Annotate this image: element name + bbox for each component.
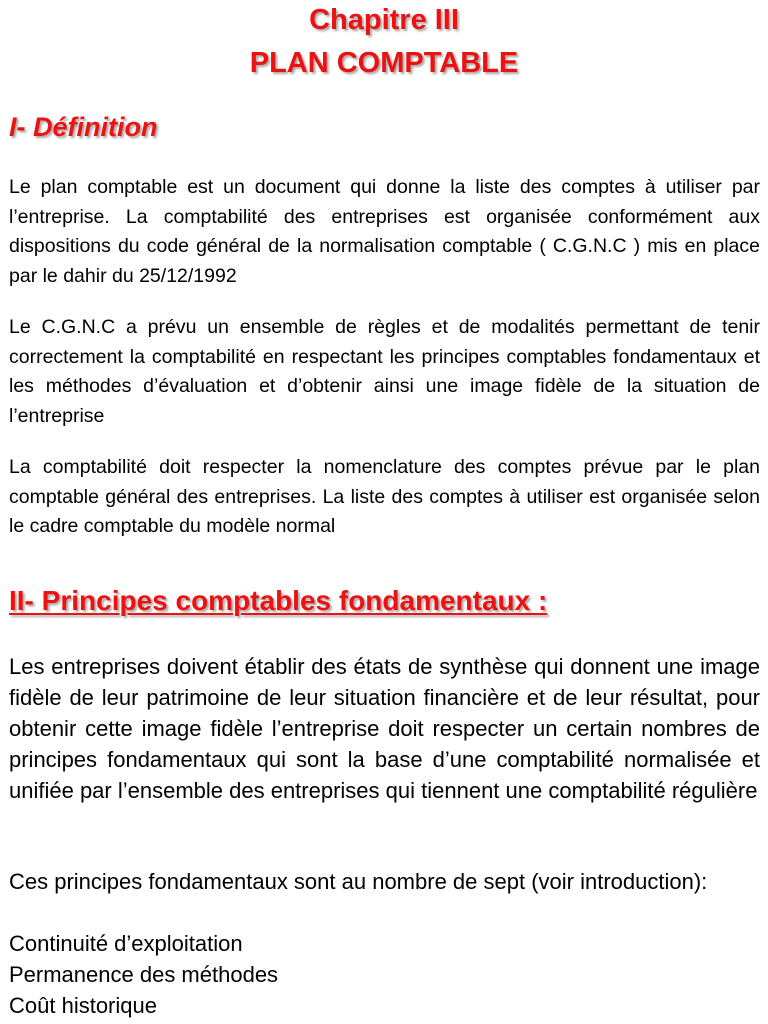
definition-paragraph-1: Le plan comptable est un document qui donne la liste des comptes à utiliser par l’entreprise. La comptabilité des entreprises est organisée conformément aux dispositions du code général de la normalisation comptable ( C.G.N.C ) mis en place par le dahir du 25/12/1992 <box>9 176 760 287</box>
principles-paragraph-2: Ces principes fondamentaux sont au nombre de sept (voir introduction): <box>9 869 708 894</box>
list-item: Continuité d’exploitation <box>9 931 243 956</box>
principles-paragraph-1: Les entreprises doivent établir des états de synthèse qui donnent une image fidèle de leur patrimoine de leur situation financière et de leur résultat, pour obtenir cette image fidèle l’entreprise doit respecter un certain nombres de principes fondamentaux qui sont la base d’une comptabilité normalisée et unifiée par l’ensemble des entreprises qui tiennent une comptabilité régulière <box>9 654 760 803</box>
section-heading-definition: I- Définition <box>9 112 158 142</box>
definition-paragraph-2: Le C.G.N.C a prévu un ensemble de règles et de modalités permettant de tenir correctement la comptabilité en respectant les principes comptables fondamentaux et les méthodes d’évaluation et d’obtenir ainsi une image fidèle de la situation de l’entreprise <box>9 316 760 427</box>
list-item: Permanence des méthodes <box>9 962 279 987</box>
list-item: Coût historique <box>9 993 157 1018</box>
principles-list <box>9 928 278 1021</box>
definition-paragraph-3: La comptabilité doit respecter la nomenclature des comptes prévue par le plan comptable général des entreprises. La liste des comptes à utiliser est organisée selon le cadre comptable du modèle normal <box>9 456 760 537</box>
section-heading-principles: II- Principes comptables fondamentaux : <box>9 585 548 616</box>
chapter-label: Chapitre III <box>309 4 459 36</box>
page-title: PLAN COMPTABLE <box>249 47 519 79</box>
